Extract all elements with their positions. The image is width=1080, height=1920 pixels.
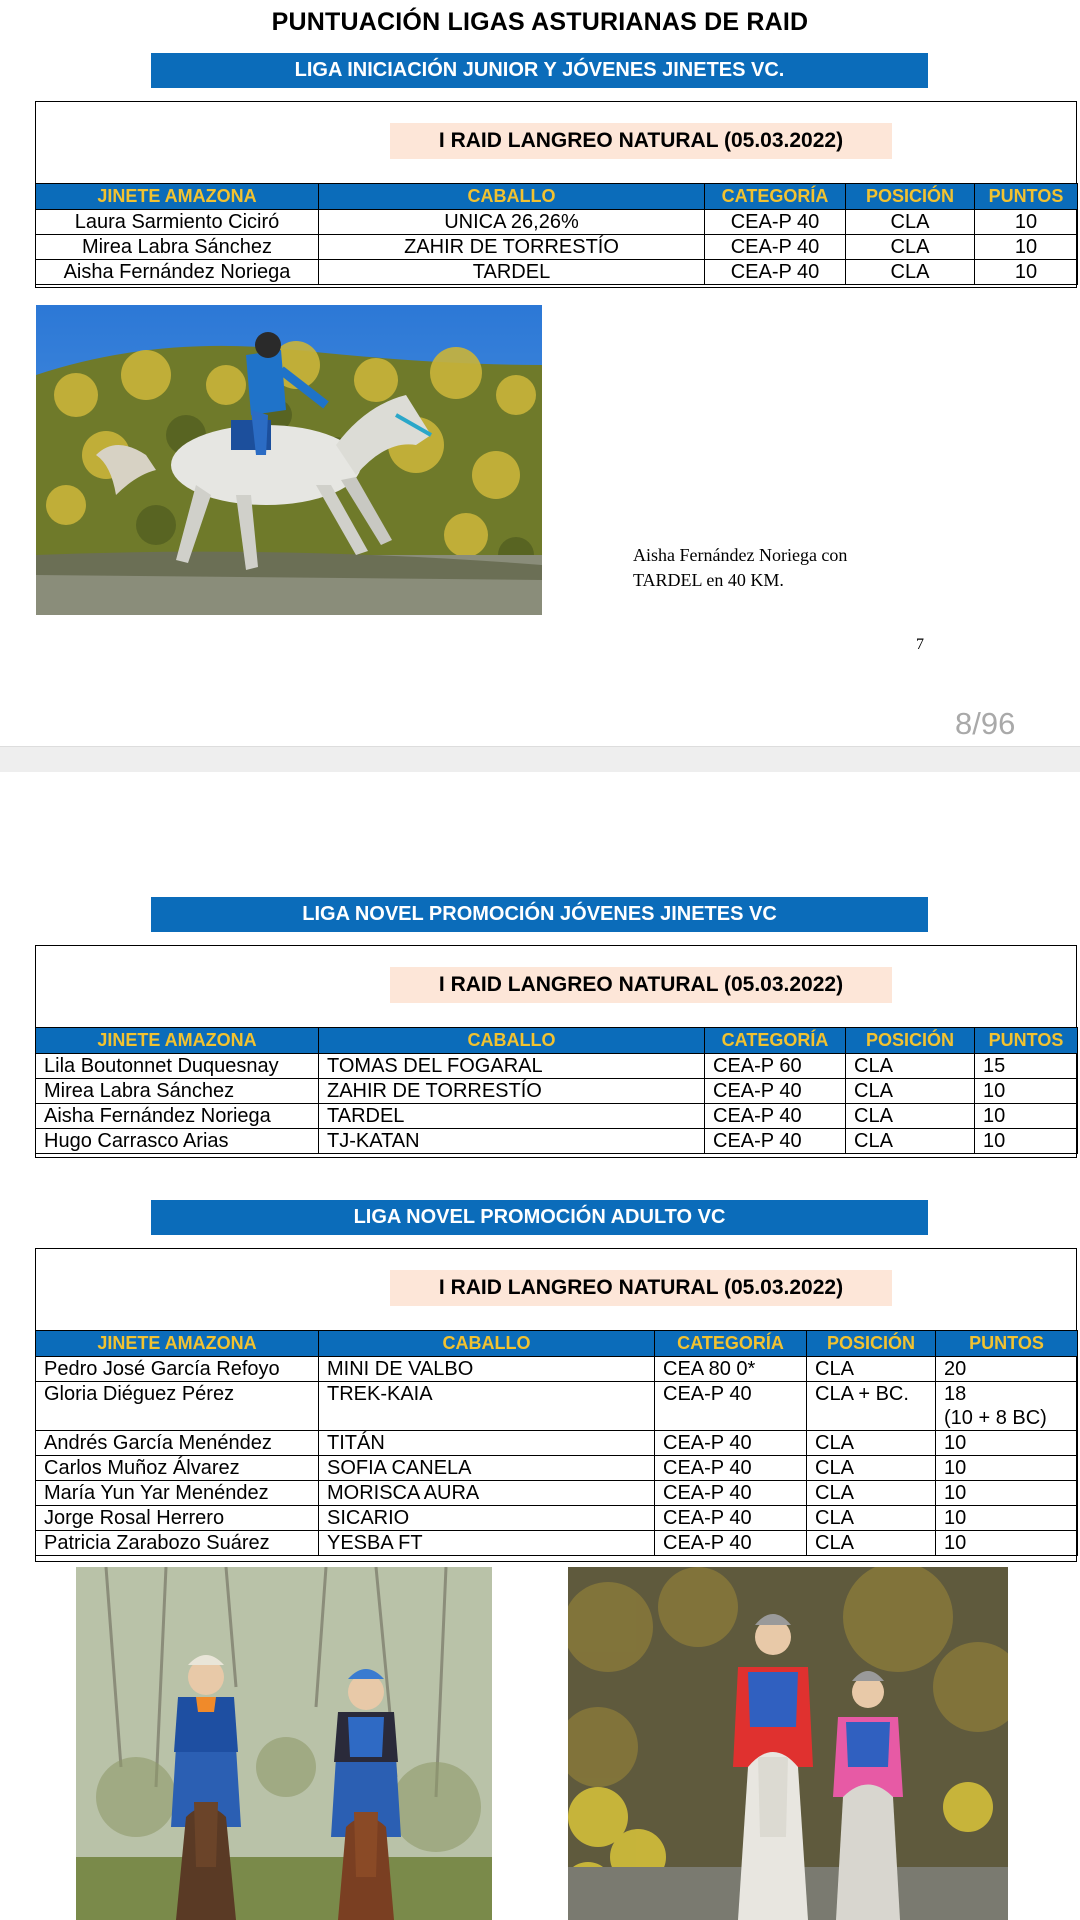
horse-cell: ZAHIR DE TORRESTÍO [319,235,705,260]
position-cell: CLA [807,1531,936,1556]
points-cell: 10 [936,1506,1078,1531]
league-banner-novel-jovenes: LIGA NOVEL PROMOCIÓN JÓVENES JINETES VC [151,897,928,932]
position-cell: CLA + BC. [807,1382,936,1431]
points-value: 18 [944,1383,967,1405]
header-position: POSICIÓN [807,1331,936,1357]
header-position: POSICIÓN [846,184,975,210]
table-row [36,1357,1078,1382]
position-cell: CLA [807,1506,936,1531]
position-cell: CLA [846,210,975,235]
rider-cell: Aisha Fernández Noriega [36,260,319,285]
position-cell: CLA [846,235,975,260]
rider-cell: Jorge Rosal Herrero [36,1506,319,1531]
points-cell: 10 [975,1079,1078,1104]
points-cell: 10 [975,1104,1078,1129]
rider-photo-tardel [36,305,542,615]
page-counter: 8/96 [955,706,1016,741]
category-cell: CEA-P 40 [705,1104,846,1129]
riders-image-right [568,1567,1008,1920]
position-cell: CLA [846,1129,975,1154]
results-box-novel-jovenes [35,945,1077,1158]
rider-cell: Mirea Labra Sánchez [36,235,319,260]
table-row [36,1481,1078,1506]
position-cell: CLA [846,1054,975,1079]
page-separator [0,746,1080,772]
position-cell: CLA [807,1481,936,1506]
points-breakdown: (10 + 8 BC) [944,1407,1047,1429]
table-row [36,210,1078,235]
position-cell: CLA [846,1079,975,1104]
position-cell: CLA [807,1431,936,1456]
horse-cell: MORISCA AURA [319,1481,655,1506]
points-cell [936,1382,1078,1431]
category-cell: CEA-P 40 [655,1531,807,1556]
riders-photo-right [568,1567,1008,1920]
category-cell: CEA-P 40 [655,1506,807,1531]
table-row [36,1506,1078,1531]
rider-cell: Laura Sarmiento Ciciró [36,210,319,235]
header-points: PUNTOS [975,184,1078,210]
points-cell: 10 [936,1531,1078,1556]
position-cell: CLA [807,1357,936,1382]
table-row [36,260,1078,285]
table-row [36,1531,1078,1556]
category-cell: CEA-P 40 [705,1079,846,1104]
rider-cell: Patricia Zarabozo Suárez [36,1531,319,1556]
table-row [36,1431,1078,1456]
horse-cell: UNICA 26,26% [319,210,705,235]
rider-cell: Lila Boutonnet Duquesnay [36,1054,319,1079]
header-position: POSICIÓN [846,1028,975,1054]
position-cell: CLA [846,1104,975,1129]
header-points: PUNTOS [975,1028,1078,1054]
riders-image-left [76,1567,492,1920]
header-rider: JINETE AMAZONA [36,1028,319,1054]
results-box-novel-adulto [35,1248,1077,1562]
table-row [36,1382,1078,1431]
category-cell: CEA-P 40 [655,1382,807,1431]
points-cell: 10 [975,1129,1078,1154]
header-rider: JINETE AMAZONA [36,1331,319,1357]
results-box-iniciacion [35,101,1077,288]
riders-photo-left [76,1567,492,1920]
table-row [36,1456,1078,1481]
horse-cell: TJ-KATAN [319,1129,705,1154]
table-header-row [36,1331,1078,1357]
points-cell: 15 [975,1054,1078,1079]
category-cell: CEA-P 60 [705,1054,846,1079]
points-cell: 20 [936,1357,1078,1382]
rider-cell: Aisha Fernández Noriega [36,1104,319,1129]
category-cell: CEA-P 40 [655,1481,807,1506]
header-horse: CABALLO [319,1028,705,1054]
points-cell: 10 [975,260,1078,285]
table-row [36,1054,1078,1079]
header-points: PUNTOS [936,1331,1078,1357]
rider-horse-image [36,305,542,615]
horse-cell: TOMAS DEL FOGARAL [319,1054,705,1079]
event-title: I RAID LANGREO NATURAL (05.03.2022) [390,1270,892,1306]
results-table-novel-jovenes [35,1027,1078,1154]
page-number: 7 [916,636,924,653]
table-row [36,1129,1078,1154]
event-title: I RAID LANGREO NATURAL (05.03.2022) [390,967,892,1003]
table-row [36,1104,1078,1129]
photo-caption [633,543,847,593]
table-row [36,1079,1078,1104]
horse-cell: TARDEL [319,260,705,285]
rider-cell: Carlos Muñoz Álvarez [36,1456,319,1481]
category-cell: CEA-P 40 [705,235,846,260]
category-cell: CEA-P 40 [705,260,846,285]
points-cell: 10 [975,235,1078,260]
position-cell: CLA [846,260,975,285]
table-row [36,235,1078,260]
event-title: I RAID LANGREO NATURAL (05.03.2022) [390,123,892,159]
league-banner-novel-adulto: LIGA NOVEL PROMOCIÓN ADULTO VC [151,1200,928,1235]
position-cell: CLA [807,1456,936,1481]
points-cell: 10 [936,1431,1078,1456]
caption-line-2: TARDEL en 40 KM. [633,570,784,590]
results-table-iniciacion [35,183,1078,285]
horse-cell: MINI DE VALBO [319,1357,655,1382]
horse-cell: TARDEL [319,1104,705,1129]
header-rider: JINETE AMAZONA [36,184,319,210]
header-category: CATEGORÍA [705,184,846,210]
points-cell: 10 [936,1456,1078,1481]
horse-cell: TREK-KAIA [319,1382,655,1431]
rider-cell: Gloria Diéguez Pérez [36,1382,319,1431]
rider-cell: Mirea Labra Sánchez [36,1079,319,1104]
category-cell: CEA-P 40 [655,1431,807,1456]
category-cell: CEA-P 40 [655,1456,807,1481]
rider-cell: Hugo Carrasco Arias [36,1129,319,1154]
page-title: PUNTUACIÓN LIGAS ASTURIANAS DE RAID [271,8,809,36]
category-cell: CEA-P 40 [705,1129,846,1154]
results-table-novel-adulto [35,1330,1078,1556]
points-cell: 10 [936,1481,1078,1506]
header-category: CATEGORÍA [655,1331,807,1357]
horse-cell: TITÁN [319,1431,655,1456]
points-cell: 10 [975,210,1078,235]
horse-cell: YESBA FT [319,1531,655,1556]
header-horse: CABALLO [319,184,705,210]
rider-cell: Pedro José García Refoyo [36,1357,319,1382]
table-header-row [36,1028,1078,1054]
rider-cell: María Yun Yar Menéndez [36,1481,319,1506]
horse-cell: SICARIO [319,1506,655,1531]
horse-cell: ZAHIR DE TORRESTÍO [319,1079,705,1104]
caption-line-1: Aisha Fernández Noriega con [633,545,848,565]
horse-cell: SOFIA CANELA [319,1456,655,1481]
league-banner-iniciacion: LIGA INICIACIÓN JUNIOR Y JÓVENES JINETES VC. [151,53,928,88]
category-cell: CEA-P 40 [705,210,846,235]
header-category: CATEGORÍA [705,1028,846,1054]
category-cell: CEA 80 0* [655,1357,807,1382]
table-header-row [36,184,1078,210]
rider-cell: Andrés García Menéndez [36,1431,319,1456]
header-horse: CABALLO [319,1331,655,1357]
